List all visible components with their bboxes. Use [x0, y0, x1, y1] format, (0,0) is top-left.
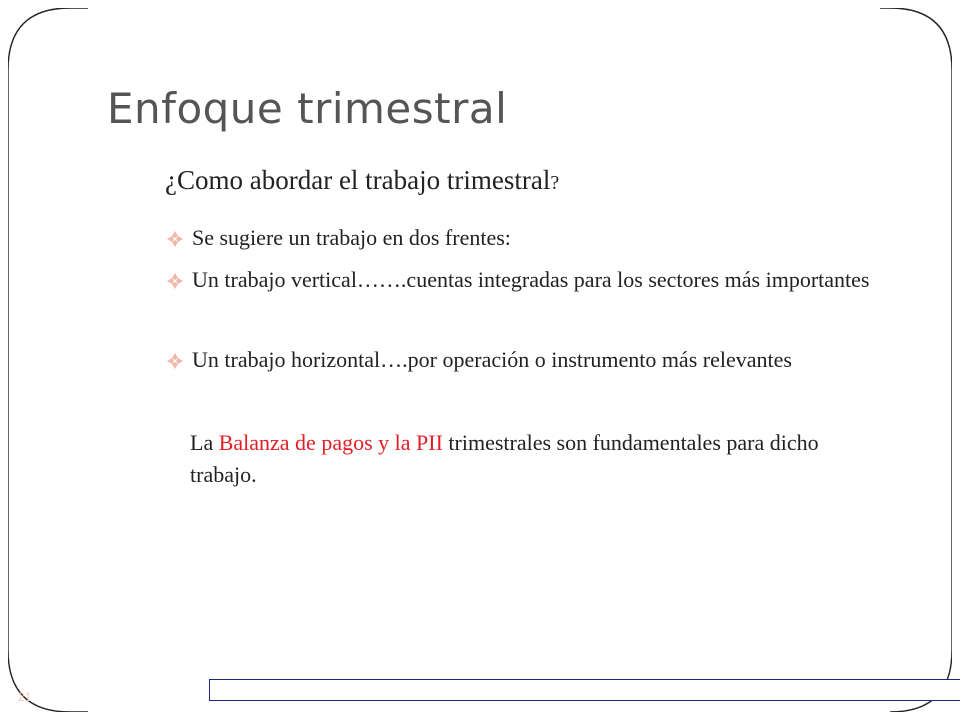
bullet-item — [166, 264, 896, 296]
footer-bar — [209, 679, 960, 701]
bullet-text: Un trabajo vertical…….cuentas integradas para los sectores más importantes — [192, 267, 870, 292]
note-highlight: Balanza de pagos y la PII — [218, 430, 443, 455]
page-number: 21 — [18, 690, 32, 704]
question-mark: ? — [550, 172, 560, 194]
diamond-bullet-icon — [166, 272, 184, 290]
slide-question — [165, 165, 559, 196]
diamond-bullet-icon — [166, 352, 184, 370]
question-text: ¿Como abordar el trabajo trimestral — [165, 165, 551, 195]
bullet-item — [166, 222, 896, 254]
bullet-text: Se sugiere un trabajo en dos frentes: — [192, 225, 511, 250]
note-prefix: La — [190, 430, 219, 455]
slide-title: Enfoque trimestral — [107, 84, 508, 133]
bullet-text: Un trabajo horizontal….por operación o instrumento más relevantes — [192, 347, 792, 372]
note-suffix: trimestrales son fundamentales para dicho trabajo. — [190, 430, 819, 487]
bullet-item — [166, 344, 896, 376]
diamond-bullet-icon — [166, 230, 184, 248]
note-paragraph — [190, 427, 880, 491]
